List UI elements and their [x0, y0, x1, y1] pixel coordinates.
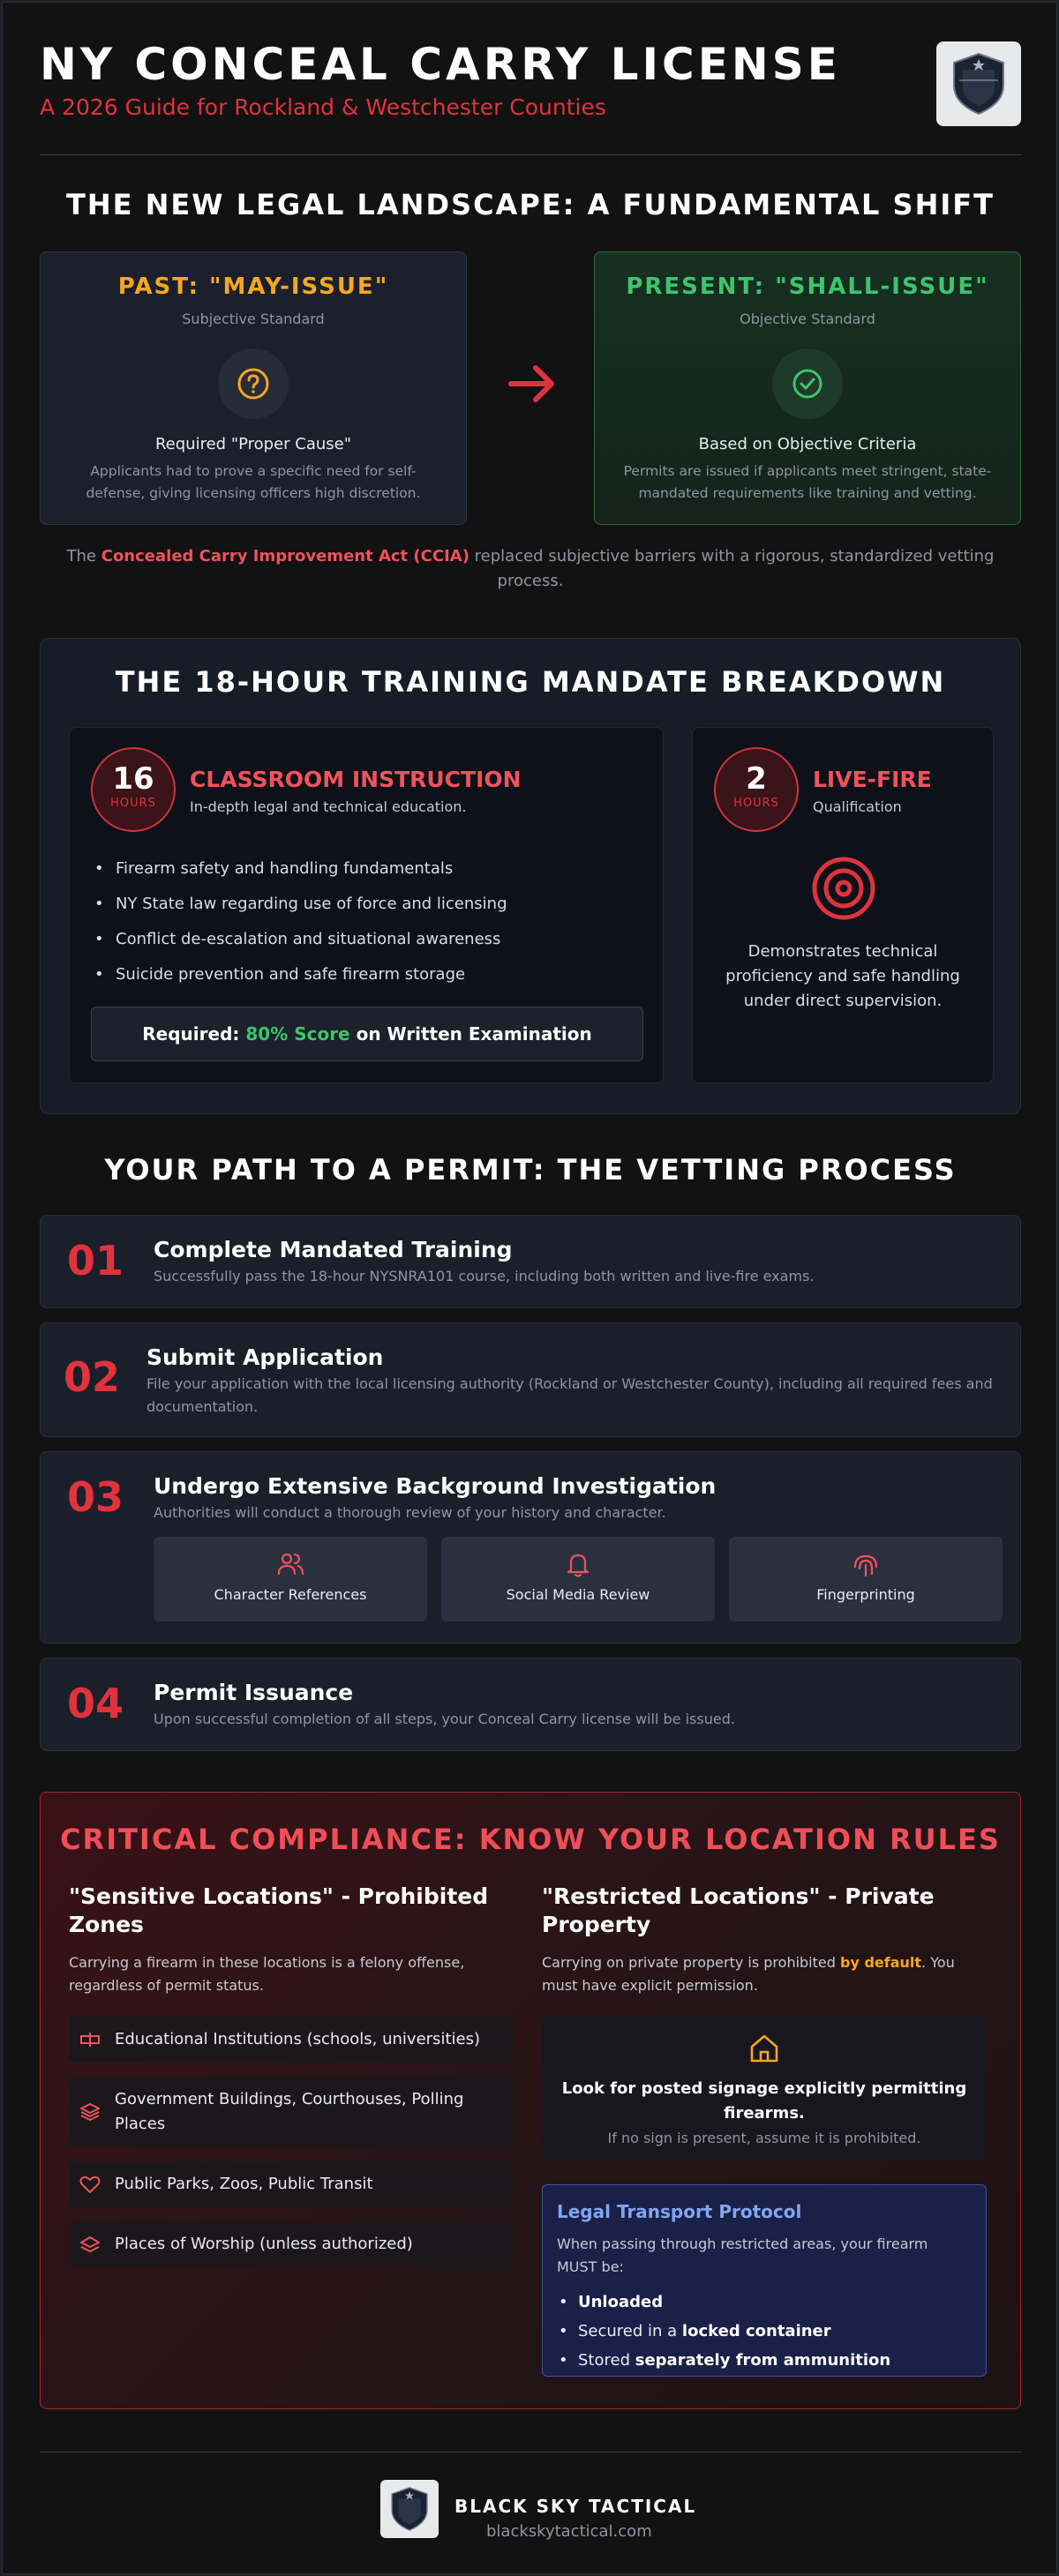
past-standard-card: [40, 251, 467, 525]
check-circle-icon: [772, 348, 843, 419]
past-description: Applicants had to prove a specific need for self-defense, giving licensing officers high discretion.: [86, 463, 421, 501]
present-heading: Based on Objective Criteria: [698, 435, 917, 453]
list-item: [557, 2346, 890, 2375]
transport-item-bold: Unloaded: [578, 2293, 664, 2311]
header-divider: [40, 154, 1021, 155]
step-number: 01: [67, 1237, 124, 1284]
list-item: [557, 2288, 890, 2317]
step-number: 02: [64, 1353, 121, 1401]
step-title: Undergo Extensive Background Investigation: [154, 1473, 717, 1499]
ccia-act-name: Concealed Carry Improvement Act (CCIA): [101, 547, 469, 565]
list-item: [557, 2317, 890, 2346]
step-description: Successfully pass the 18-hour NYSNRA101 course, including both written and live-fire exams.: [154, 1268, 815, 1284]
arrow-right-icon: [506, 357, 559, 410]
list-item: [69, 2221, 514, 2267]
location-label: Places of Worship (unless authorized): [115, 2235, 413, 2253]
fingerprint-icon: [851, 1549, 881, 1579]
classroom-hours-unit: HOURS: [110, 797, 156, 810]
past-label: PAST: "MAY-ISSUE": [117, 273, 389, 300]
location-label: Public Parks, Zoos, Public Transit: [115, 2175, 373, 2193]
sensitive-description: Carrying a firearm in these locations is a felony offense, regardless of permit status.: [69, 1954, 465, 1994]
step-description: Upon successful completion of all steps, your Conceal Carry license will be issued.: [154, 1711, 735, 1727]
question-circle-icon: [218, 348, 289, 419]
infographic-page: [2, 2, 1057, 2574]
landscape-section-title: THE NEW LEGAL LANDSCAPE: A FUNDAMENTAL SHIFT: [66, 188, 995, 221]
footer-brand-name: BLACK SKY TACTICAL: [454, 2496, 697, 2517]
step-title: Submit Application: [146, 1344, 384, 1370]
transport-description: When passing through restricted areas, your firearm MUST be:: [557, 2235, 928, 2275]
live-fire-hours-unit: HOURS: [733, 797, 779, 810]
shield-logo-icon: [386, 2485, 433, 2533]
req-prefix: Required:: [142, 1023, 246, 1045]
signage-notice: [542, 2017, 987, 2160]
check-fingerprinting: [729, 1537, 1003, 1621]
sensitive-title: "Sensitive Locations" - Prohibited Zones: [69, 1883, 489, 1937]
step-card-03: [40, 1451, 1021, 1644]
past-sub: Subjective Standard: [182, 311, 325, 327]
live-fire-hours-badge: [714, 747, 799, 832]
check-social-media-review: [441, 1537, 715, 1621]
exam-requirement-box: [91, 1007, 643, 1061]
step-title: Permit Issuance: [154, 1680, 354, 1705]
users-icon: [275, 1549, 305, 1579]
list-item: • Conflict de-escalation and situational awareness: [94, 922, 507, 957]
step-number: 04: [67, 1680, 124, 1727]
present-standard-card: [594, 251, 1021, 525]
step-card-02: [40, 1322, 1021, 1437]
transport-title: Legal Transport Protocol: [557, 2201, 802, 2222]
step-card-04: [40, 1658, 1021, 1751]
footer-logo: [380, 2480, 439, 2538]
transport-item-bold: separately from ammunition: [635, 2351, 891, 2370]
check-label: Character References: [214, 1586, 367, 1603]
transport-requirements-list: [557, 2288, 890, 2375]
list-item: • Suicide prevention and safe firearm storage: [94, 957, 507, 992]
present-sub: Objective Standard: [740, 311, 875, 327]
bell-icon: [563, 1549, 593, 1579]
classroom-hours: 16: [112, 761, 154, 797]
ccia-note-suffix: replaced subjective barriers with a rigorous, standardized vetting process.: [469, 547, 995, 590]
live-fire-description: Demonstrates technical proficiency and safe handling under direct supervision.: [725, 942, 960, 1010]
restricted-description: [542, 1951, 987, 1997]
school-icon: [79, 2030, 101, 2049]
shield-logo-icon: [945, 50, 1012, 117]
restricted-title: "Restricted Locations" - Private Property: [542, 1883, 935, 1937]
ccia-note: [57, 544, 1003, 594]
list-item: [69, 2077, 514, 2147]
live-fire-title: LIVE-FIRE: [813, 767, 932, 792]
check-character-references: [154, 1537, 427, 1621]
classroom-subtitle: In-depth legal and technical education.: [190, 798, 467, 815]
present-label: PRESENT: "SHALL-ISSUE": [626, 273, 989, 300]
vetting-section-title: YOUR PATH TO A PERMIT: THE VETTING PROCESS: [104, 1153, 957, 1187]
signage-note: If no sign is present, assume it is prohibited.: [607, 2130, 921, 2146]
classroom-topic-list: [94, 851, 507, 992]
compliance-title: CRITICAL COMPLIANCE: KNOW YOUR LOCATION RULES: [60, 1823, 1001, 1856]
restricted-desc-prefix: Carrying on private property is prohibited: [542, 1954, 840, 1971]
present-description: Permits are issued if applicants meet stringent, state-mandated requirements like training and vetting.: [623, 463, 992, 501]
req-suffix: on Written Examination: [349, 1023, 592, 1045]
step-number: 03: [67, 1473, 124, 1521]
brand-logo: [936, 41, 1021, 126]
list-item: [69, 2161, 514, 2207]
heart-icon: [79, 2175, 101, 2194]
signage-instruction: Look for posted signage explicitly permitting firearms.: [561, 2079, 967, 2123]
location-label: Educational Institutions (schools, universities): [115, 2030, 480, 2048]
list-item: • Firearm safety and handling fundamentals: [94, 851, 507, 887]
restricted-desc-bold: by default: [839, 1954, 922, 1971]
classroom-hours-badge: [91, 747, 176, 832]
transport-item-prefix: Stored: [578, 2351, 635, 2370]
compliance-panel: [40, 1792, 1021, 2409]
live-fire-subtitle: Qualification: [813, 798, 902, 815]
home-icon: [748, 2033, 780, 2064]
req-score: 80% Score: [245, 1023, 350, 1045]
check-label: Social Media Review: [506, 1586, 650, 1603]
ccia-note-prefix: The: [66, 547, 101, 565]
restricted-desc-suffix: . You must have explicit permission.: [542, 1954, 955, 1994]
footer-website[interactable]: blackskytactical.com: [486, 2522, 652, 2541]
location-label: Government Buildings, Courthouses, Polling Places: [115, 2090, 464, 2133]
stack-icon: [79, 2235, 101, 2254]
list-item: • NY State law regarding use of force and licensing: [94, 887, 507, 922]
page-title: NY CONCEAL CARRY LICENSE: [40, 39, 841, 90]
step-description: Authorities will conduct a thorough review of your history and character.: [154, 1504, 666, 1521]
live-fire-card: [692, 727, 994, 1083]
training-panel: [40, 638, 1021, 1114]
page-subtitle: A 2026 Guide for Rockland & Westchester Counties: [40, 94, 606, 120]
live-fire-hours: 2: [746, 761, 767, 797]
step-title: Complete Mandated Training: [154, 1237, 513, 1262]
transport-item-prefix: Secured in a: [578, 2322, 682, 2340]
training-section-title: THE 18-HOUR TRAINING MANDATE BREAKDOWN: [115, 665, 946, 699]
target-icon: [808, 853, 879, 924]
header: [40, 38, 1021, 126]
layers-icon: [79, 2102, 101, 2122]
step-card-01: [40, 1215, 1021, 1308]
classroom-title: CLASSROOM INSTRUCTION: [190, 767, 522, 792]
step-description: File your application with the local licensing authority (Rockland or Westchester County), including all required fees and documentation.: [146, 1375, 993, 1415]
past-heading: Required "Proper Cause": [154, 435, 352, 453]
check-label: Fingerprinting: [816, 1586, 915, 1603]
transport-protocol-box: [542, 2184, 987, 2377]
transport-item-bold: locked container: [681, 2322, 831, 2340]
list-item: [69, 2017, 514, 2063]
classroom-card: [69, 727, 664, 1083]
